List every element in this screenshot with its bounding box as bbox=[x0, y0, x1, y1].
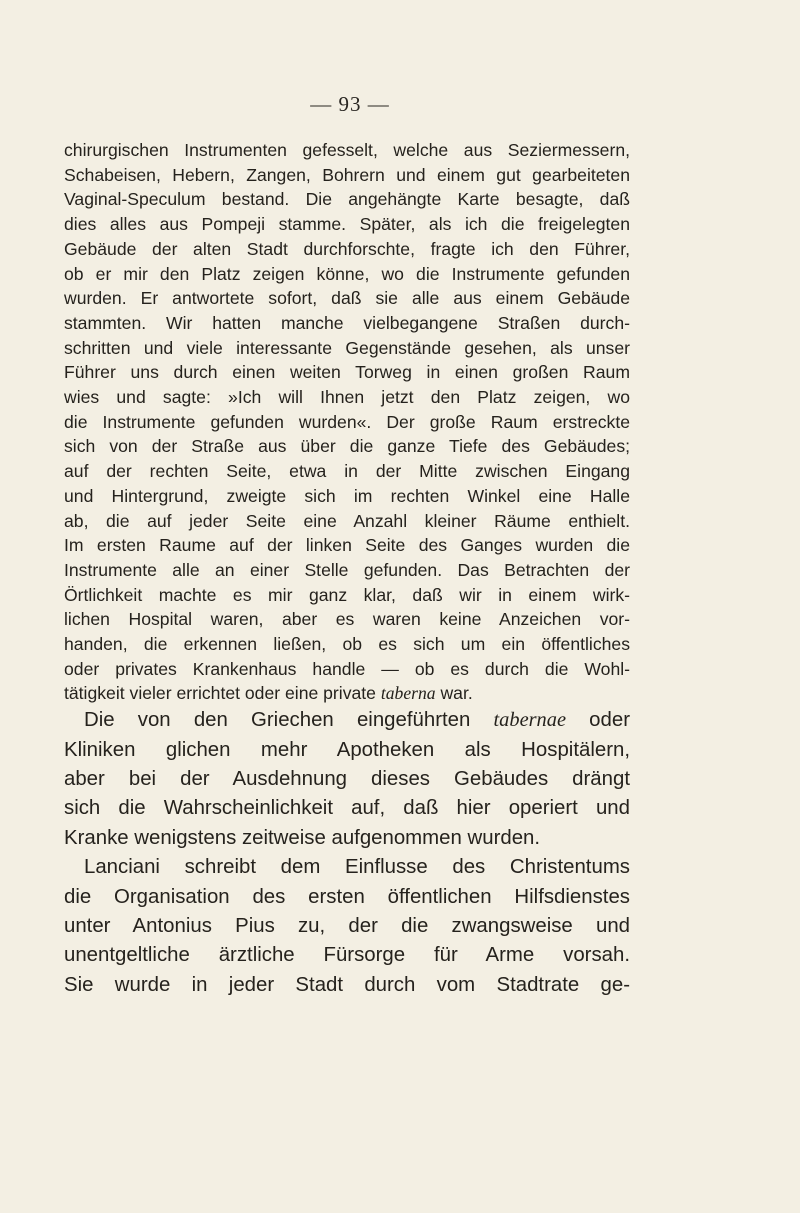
text-line: handen, die erkennen ließen, ob es sich um ein öffentliches bbox=[64, 634, 630, 655]
text-line: Gebäude der alten Stadt durchforschte, fragte ich den Führer, bbox=[64, 238, 630, 259]
paragraph-1 bbox=[64, 138, 630, 706]
text-segment: war. bbox=[435, 683, 473, 704]
text-line bbox=[64, 681, 630, 706]
paragraph-3 bbox=[64, 853, 630, 1000]
text-line: unter Antonius Pius zu, der die zwangsweise und bbox=[64, 915, 630, 938]
text-line: die Instrumente gefunden wurden«. Der große Raum erstreckte bbox=[64, 411, 630, 432]
italic-term: taberna bbox=[380, 683, 436, 704]
text-line: und Hintergrund, zweigte sich im rechten Winkel eine Halle bbox=[64, 485, 630, 506]
text-line: dies alles aus Pompeji stamme. Später, als ich die freigelegten bbox=[64, 214, 630, 235]
text-line: schritten und viele interessante Gegenstände gesehen, als unser bbox=[64, 337, 630, 358]
text-line: sich die Wahrscheinlichkeit auf, daß hier operiert und bbox=[64, 797, 630, 820]
text-line: auf der rechten Seite, etwa in der Mitte zwischen Eingang bbox=[64, 461, 630, 482]
text-line: lichen Hospital waren, aber es waren keine Anzeichen vor- bbox=[64, 609, 630, 630]
text-line: ob er mir den Platz zeigen könne, wo die Instrumente gefunden bbox=[64, 263, 630, 284]
text-line: Vaginal-Speculum bestand. Die angehängte Karte besagte, daß bbox=[64, 189, 630, 210]
text-line: Kliniken glichen mehr Apotheken als Hospitälern, bbox=[64, 738, 630, 761]
text-line: Kranke wenigstens zeitweise aufgenommen wurden. bbox=[64, 826, 541, 849]
text-line: oder privates Krankenhaus handle — ob es durch die Wohl- bbox=[64, 658, 630, 679]
text-line: ab, die auf jeder Seite eine Anzahl kleiner Räume enthielt. bbox=[64, 510, 630, 531]
text-line: Im ersten Raume auf der linken Seite des Ganges wurden die bbox=[64, 535, 630, 556]
text-line: Führer uns durch einen weiten Torweg in einen großen Raum bbox=[64, 362, 630, 383]
text-line: Instrumente alle an einer Stelle gefunden. Das Betrachten der bbox=[64, 559, 630, 580]
text-line: chirurgischen Instrumenten gefesselt, welche aus Seziermessern, bbox=[64, 140, 630, 160]
text-line: stammten. Wir hatten manche vielbegangene Straßen durch- bbox=[64, 312, 630, 333]
text-line: sich von der Straße aus über die ganze Tiefe des Gebäudes; bbox=[64, 436, 630, 457]
text-line: Sie wurde in jeder Stadt durch vom Stadtrate ge- bbox=[64, 973, 630, 996]
page-number: — 93 — bbox=[310, 92, 390, 116]
text-line bbox=[64, 706, 630, 735]
text-line: aber bei der Ausdehnung dieses Gebäudes drängt bbox=[64, 767, 630, 790]
paragraph-2 bbox=[64, 706, 630, 853]
text-segment: Die von den Griechen eingeführten bbox=[84, 709, 494, 732]
italic-term: tabernae bbox=[493, 709, 566, 732]
text-line: Örtlichkeit machte es mir ganz klar, daß wir in einem wirk- bbox=[64, 584, 630, 605]
text-segment: oder bbox=[566, 709, 630, 732]
text-line: Lanciani schreibt dem Einflusse des Christentums bbox=[84, 856, 630, 879]
text-segment: tätigkeit vieler errichtet oder eine private bbox=[64, 683, 381, 704]
text-line: Schabeisen, Hebern, Zangen, Bohrern und einem gut gearbeiteten bbox=[64, 164, 630, 185]
text-line: wies und sagte: »Ich will Ihnen jetzt den Platz zeigen, wo bbox=[64, 387, 630, 408]
text-line: wurden. Er antwortete sofort, daß sie alle aus einem Gebäude bbox=[64, 288, 630, 309]
text-line: unentgeltliche ärztliche Fürsorge für Arme vorsah. bbox=[64, 944, 630, 967]
text-line: die Organisation des ersten öffentlichen Hilfsdienstes bbox=[64, 885, 630, 908]
page-body bbox=[64, 138, 630, 1000]
